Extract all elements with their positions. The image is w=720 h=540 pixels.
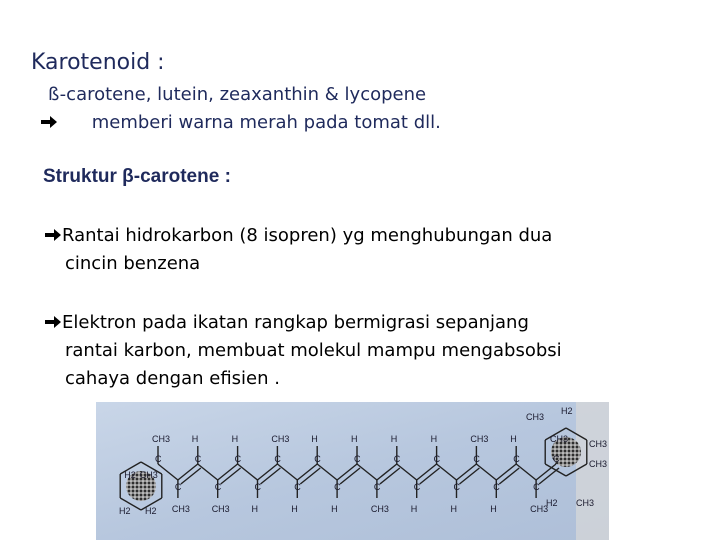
carbon-label: C (553, 454, 560, 464)
carbon-label: C (393, 454, 401, 464)
carbon-label: C (413, 482, 421, 492)
ring-label: CH3 (526, 412, 545, 422)
substituent-label: H (291, 504, 298, 514)
substituent-label: H (430, 434, 438, 444)
color-note: memberi warna merah pada tomat dll. (91, 112, 441, 133)
carbon-label: C (274, 454, 281, 464)
arrow-right-icon (44, 315, 62, 329)
substituent-label: H (410, 504, 418, 514)
structure-heading: Struktur β-carotene : (43, 166, 231, 187)
substituent-label: CH3 (530, 504, 549, 514)
ring-label: H2 (145, 506, 157, 516)
carbon-label: C (194, 454, 202, 464)
carbon-label: C (214, 482, 222, 492)
point-text-cont: rantai karbon, membuat molekul mampu mengabsobsi (65, 340, 562, 361)
substituent-label: H (331, 504, 338, 514)
arrow-right-icon (44, 228, 62, 242)
substituent-label: CH3 (470, 434, 489, 444)
carbon-label: C (294, 482, 301, 492)
pigment-list: ß-carotene, lutein, zeaxanthin & lycopene (48, 84, 427, 105)
arrow-right-icon (40, 115, 58, 129)
carbon-label: C (433, 454, 441, 464)
substituent-label: CH3 (370, 504, 389, 514)
carbon-label: C (254, 482, 261, 492)
ring-label: H2 (124, 470, 136, 480)
ring-label: H2 (561, 406, 573, 416)
carbon-label: C (334, 482, 341, 492)
substituent-label: H (490, 504, 497, 514)
substituent-label: H (191, 434, 199, 444)
substituent-label: H (390, 434, 398, 444)
substituent-label: H (351, 434, 358, 444)
substituent-label: CH3 (152, 434, 171, 444)
substituent-label: H (510, 434, 517, 444)
ring-label: CH3 (576, 498, 595, 508)
point-electron (44, 309, 562, 393)
substituent-label: H (311, 434, 318, 444)
point-text-cont: cahaya dengan efisien . (65, 368, 280, 389)
substituent-label: CH3 (171, 504, 190, 514)
point-text-cont: cincin benzena (65, 253, 201, 274)
substituent-label: H (450, 504, 457, 514)
carbon-label: C (513, 454, 520, 464)
ring-label: CH3 (589, 459, 608, 469)
carbon-label: C (373, 482, 381, 492)
carbon-label: C (234, 454, 242, 464)
carbon-label: C (453, 482, 460, 492)
ring-label: H2 (546, 498, 558, 508)
substituent-label: CH3 (271, 434, 290, 444)
substituent-label: CH3 (211, 504, 230, 514)
carbon-label: C (314, 454, 321, 464)
carbon-label: C (493, 482, 500, 492)
ring-label: CH3 (589, 439, 608, 449)
point-text: Elektron pada ikatan rangkap bermigrasi sepanjang (62, 312, 529, 333)
carbon-label: C (354, 454, 361, 464)
substituent-label: H (251, 504, 258, 514)
color-note-row (40, 112, 441, 133)
carbon-label: C (533, 482, 540, 492)
point-hydrocarbon (44, 222, 552, 278)
substituent-label: CH3 (550, 434, 569, 444)
ring-label: CH3 (139, 470, 158, 480)
carbon-label: C (473, 454, 480, 464)
carbon-label: C (155, 454, 162, 464)
point-text: Rantai hidrokarbon (8 isopren) yg menghubungan dua (62, 225, 553, 246)
ring-label: H2 (119, 506, 131, 516)
section-title: Karotenoid : (31, 50, 165, 75)
substituent-label: H (231, 434, 239, 444)
beta-carotene-structure-image (96, 402, 609, 540)
carbon-label: C (174, 482, 182, 492)
